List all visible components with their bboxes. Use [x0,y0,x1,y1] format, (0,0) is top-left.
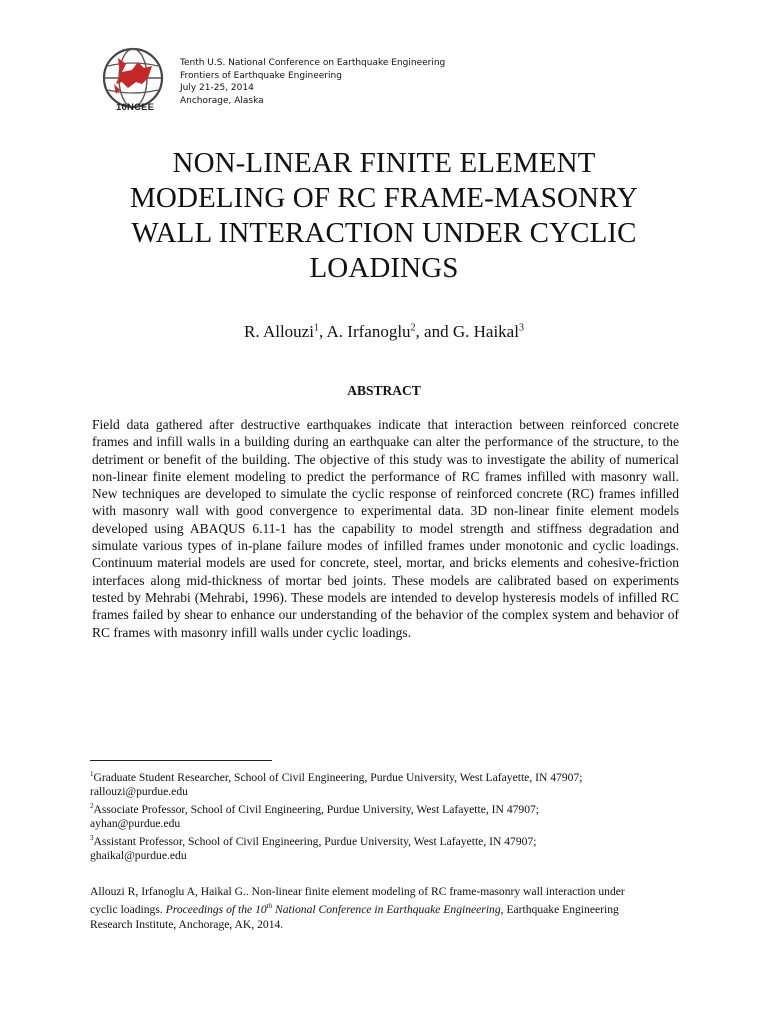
footnote-email: rallouzi@purdue.edu [90,784,188,798]
footnote-mark: 1 [90,770,94,778]
proceedings-text: National Conference in Earthquake Engineering [272,902,501,916]
footnote-text: Assistant Professor, School of Civil Engineering, Purdue University, West Lafayette, IN 47907; [93,834,537,848]
author-haikal: , and G. Haikal [415,322,519,341]
abstract-body: Field data gathered after destructive earthquakes indicate that interaction between reinforced concrete frames and infill walls in a building during an earthquake can alter the performance of the structure, to the detriment or benefit of the building. The objective of this study was to investigate the ability of numerical non-linear finite element modeling to predict the performance of RC frames infilled with masonry wall. New techniques are developed to simulate the cyclic response of reinforced concrete (RC) frames infilled with masonry wall with good convergence to experimental data. 3D non-linear finite element models developed using ABAQUS 6.11-1 has the capability to model strength and stiffness degradation and simulate various types of in-plane failure modes of infilled frames under monotonic and cyclic loadings. Continuum material models are used for concrete, steel, mortar, and bricks elements and cohesive-friction interfaces along mid-thickness of mortar bed joints. These models are calibrated based on experiments tested by Mehrabi (Mehrabi, 1996). These models are intended to develop hysteresis models of infilled RC frames failed by shear to enhance our understanding of the behavior of the complex system and behavior of RC frames with masonry infill walls under cyclic loadings. [92,417,679,640]
footnote-mark: 3 [90,833,94,842]
title-line: NON-LINEAR FINITE ELEMENT [172,147,596,179]
footnote-1 [90,767,690,785]
abstract-heading: ABSTRACT [347,383,421,398]
conference-location: Anchorage, Alaska [180,95,264,106]
title-line: WALL INTERACTION UNDER CYCLIC [131,217,637,249]
citation-text: , Earthquake Engineering [500,902,619,916]
citation-line: Research Institute, Anchorage, AK, 2014. [90,917,284,931]
affiliation-mark: 1 [313,322,319,334]
logo-text: 10NCEE [116,102,155,113]
footnote-text: Graduate Student Researcher, School of Civil Engineering, Purdue University, West Lafayette, IN 47907; [93,770,583,784]
title-line: LOADINGS [309,252,459,284]
citation-line: Allouzi R, Irfanoglu A, Haikal G.. Non-linear finite element modeling of RC frame-masonry wall interaction under [90,885,625,898]
footnotes [90,767,690,863]
proceedings-text: Proceedings of the 10 [165,902,267,916]
ordinal-suffix: th [266,902,273,910]
footnote-email: ghaikal@purdue.edu [90,848,187,862]
conference-logo [92,44,174,116]
title-line: MODELING OF RC FRAME-MASONRY [130,182,638,214]
conference-dates: July 21-25, 2014 [180,83,254,93]
citation-line [90,899,690,917]
citation [90,884,690,932]
paper-title [84,146,684,286]
conference-name: Tenth U.S. National Conference on Earthquake Engineering [180,58,446,68]
author-allouzi: R. Allouzi [244,322,314,341]
affiliation-mark: 3 [518,322,524,334]
footnote-email: ayhan@purdue.edu [90,816,181,830]
author-irfanoglu: , A. Irfanoglu [318,322,411,341]
citation-text: cyclic loadings. [90,902,166,916]
conference-info [180,57,445,107]
footnote-mark: 2 [90,801,94,810]
affiliation-mark: 2 [410,322,416,334]
footnote-2 [90,799,690,817]
author-list [84,322,684,342]
footnote-text: Associate Professor, School of Civil Engineering, Purdue University, West Lafayette, IN 47907; [93,802,540,816]
proceedings-title [166,903,501,916]
footnote-divider [90,760,272,761]
conference-theme: Frontiers of Earthquake Engineering [180,70,342,81]
footnote-3 [90,831,690,849]
